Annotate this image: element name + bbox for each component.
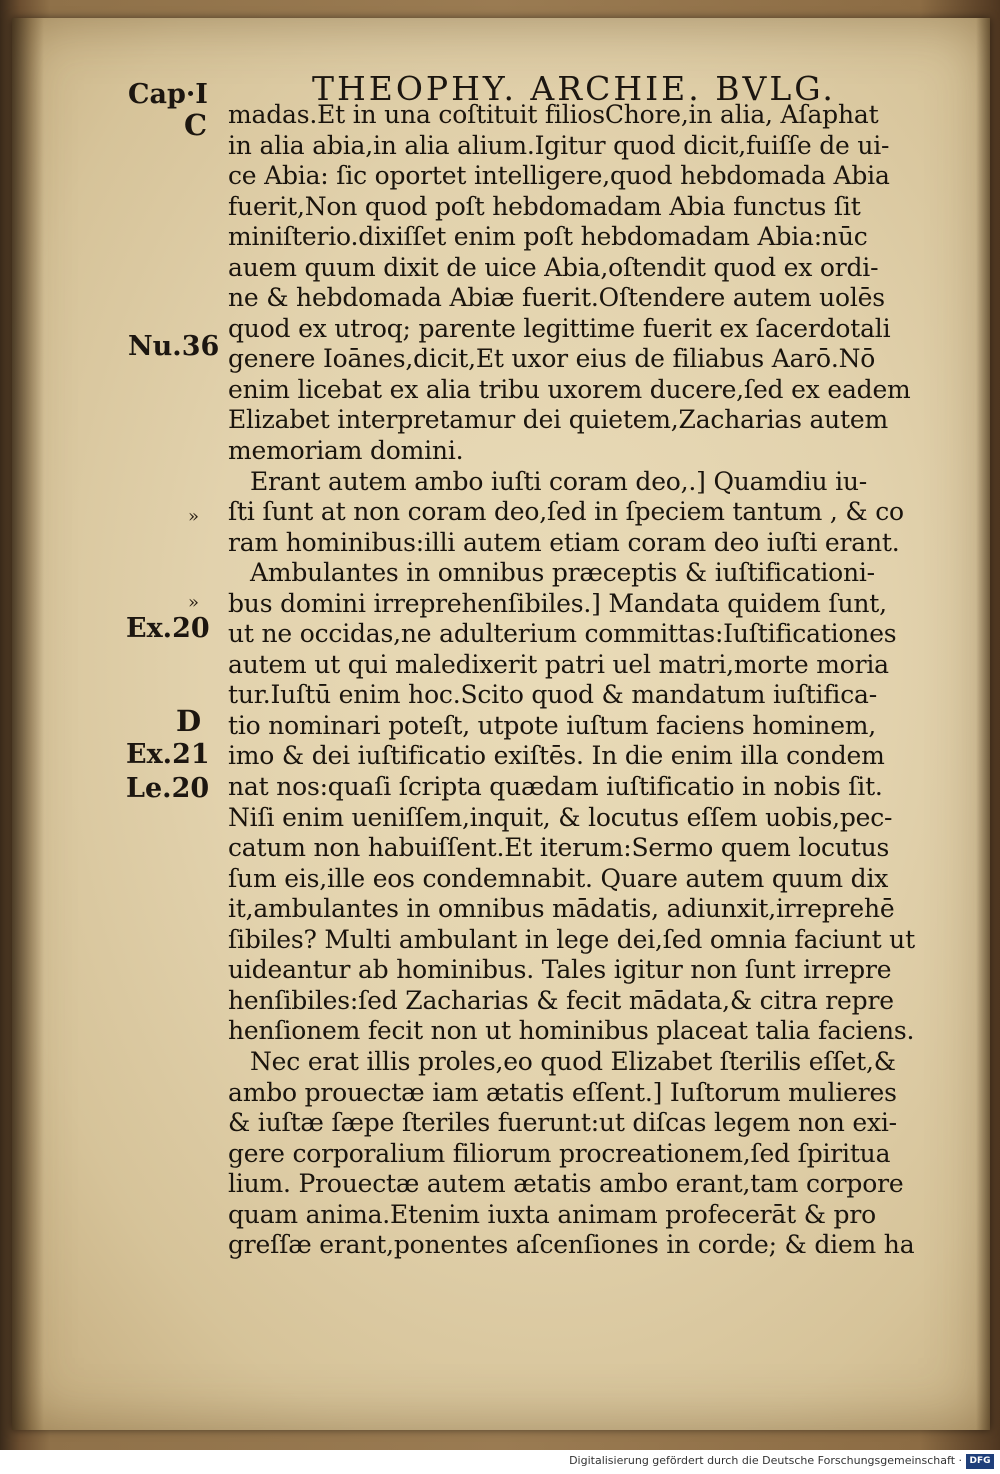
text-line: it,ambulantes in omnibus mādatis, adiunxit,irreprehē	[228, 894, 895, 924]
text-line: greſſæ erant,ponentes aſcenſiones in corde; & diem ha	[228, 1230, 915, 1260]
text-line: imo & dei iuſtificatio exiſtēs. In die enim illa condem	[228, 741, 885, 771]
margin-section-letter-c: C	[184, 108, 208, 142]
margin-ref-ex21: Ex.21	[126, 739, 210, 770]
text-line: miniſterio.dixiſſet enim poſt hebdomadam Abia:nūc	[228, 222, 868, 252]
text-line: Elizabet interpretamur dei quietem,Zacharias autem	[228, 405, 888, 435]
text-line: catum non habuiſſent.Et iterum:Sermo quem locutus	[228, 833, 890, 863]
text-line: tur.Iuſtū enim hoc.Scito quod & mandatum iuſtifica-	[228, 680, 877, 710]
text-line: ſum eis,ille eos condemnabit. Quare autem quum dix	[228, 863, 889, 893]
text-line: henſionem fecit non ut hominibus placeat talia faciens.	[228, 1016, 915, 1046]
text-line: quam anima.Etenim iuxta animam profecerāt & pro	[228, 1199, 876, 1229]
page-gutter-shadow	[12, 18, 44, 1430]
text-line: madas.Et in una coſtituit filiosChore,in alia, Aſaphat	[228, 100, 879, 129]
text-line: uideantur ab hominibus. Tales igitur non ſunt irrepre	[228, 955, 892, 985]
text-line: ſibiles? Multi ambulant in lege dei,ſed omnia faciunt ut	[228, 924, 915, 954]
text-line: bus domini irreprehenſibiles.] Mandata quidem ſunt,	[228, 588, 887, 618]
text-line: lium. Prouectæ autem ætatis ambo erant,tam corpore	[228, 1169, 904, 1199]
text-line: ram hominibus:illi autem etiam coram deo iuſti erant.	[228, 527, 900, 557]
quotation-mark: »	[188, 506, 200, 527]
text-line: ut ne occidas,ne adulterium committas:Iuſtificationes	[228, 619, 897, 649]
quotation-mark: »	[188, 592, 200, 613]
text-line: genere Ioānes,dicit,Et uxor eius de filiabus Aarō.Nō	[228, 344, 876, 374]
text-line: tio nominari poteſt, utpote iuſtum faciens hominem,	[228, 710, 877, 740]
running-head: THEOPHY. ARCHIE. BVLG.	[312, 69, 836, 108]
dfg-logo: DFG	[966, 1454, 994, 1469]
text-line: nat nos:quaſi ſcripta quædam iuſtificatio in nobis ſit.	[228, 772, 883, 802]
text-line: autem ut qui maledixerit patri uel matri,morte moria	[228, 649, 889, 679]
digitization-footer	[0, 1450, 1000, 1474]
text-line: Nec erat illis proles,eo quod Elizabet ſterilis eſſet,&	[250, 1046, 896, 1076]
text-line: Erant autem ambo iuſti coram deo,.] Quamdiu iu-	[250, 466, 868, 496]
text-line: fuerit,Non quod poſt hebdomadam Abia functus ſit	[228, 191, 861, 221]
text-line: ſti ſunt at non coram deo,ſed in ſpeciem tantum , & co	[228, 497, 904, 527]
text-line: henſibiles:ſed Zacharias & fecit mādata,& citra repre	[228, 985, 894, 1015]
text-line: quod ex utroq; parente legittime fuerit ex ſacerdotali	[228, 313, 891, 343]
text-line: in alia abia,in alia alium.Igitur quod dicit,fuiſſe de ui-	[228, 130, 890, 160]
text-line: Niſi enim ueniſſem,inquit, & locutus eſſem uobis,pec-	[228, 802, 893, 832]
footer-credit-text: Digitalisierung gefördert durch die Deutsche Forschungsgemeinschaft ·	[569, 1454, 962, 1467]
text-line: memoriam domini.	[228, 436, 464, 466]
page-edge-shadow	[976, 18, 990, 1430]
text-line: Ambulantes in omnibus præceptis & iuſtificationi-	[250, 558, 875, 588]
text-line: ce Abia: ſic oportet intelligere,quod hebdomada Abia	[228, 161, 890, 191]
text-line: enim licebat ex alia tribu uxorem ducere,ſed ex eadem	[228, 374, 911, 404]
text-line: ne & hebdomada Abiæ fuerit.Oſtendere autem uolēs	[228, 283, 885, 313]
text-line: gere corporalium filiorum procreationem,ſed ſpiritua	[228, 1138, 891, 1168]
margin-ref-ex20: Ex.20	[126, 613, 210, 644]
text-line: auem quum dixit de uice Abia,oſtendit quod ex ordi-	[228, 252, 879, 282]
body-text	[228, 100, 918, 1261]
text-line: & iuſtæ ſæpe ſteriles fuerunt:ut diſcas legem non exi-	[228, 1108, 897, 1138]
margin-ref-nu36: Nu.36	[128, 331, 220, 362]
margin-ref-le20: Le.20	[126, 773, 210, 804]
margin-chapter-label: Cap·I	[128, 79, 208, 110]
text-line: ambo prouectæ iam ætatis eſſent.] Iuſtorum mulieres	[228, 1077, 897, 1107]
margin-section-letter-d: D	[176, 704, 202, 738]
